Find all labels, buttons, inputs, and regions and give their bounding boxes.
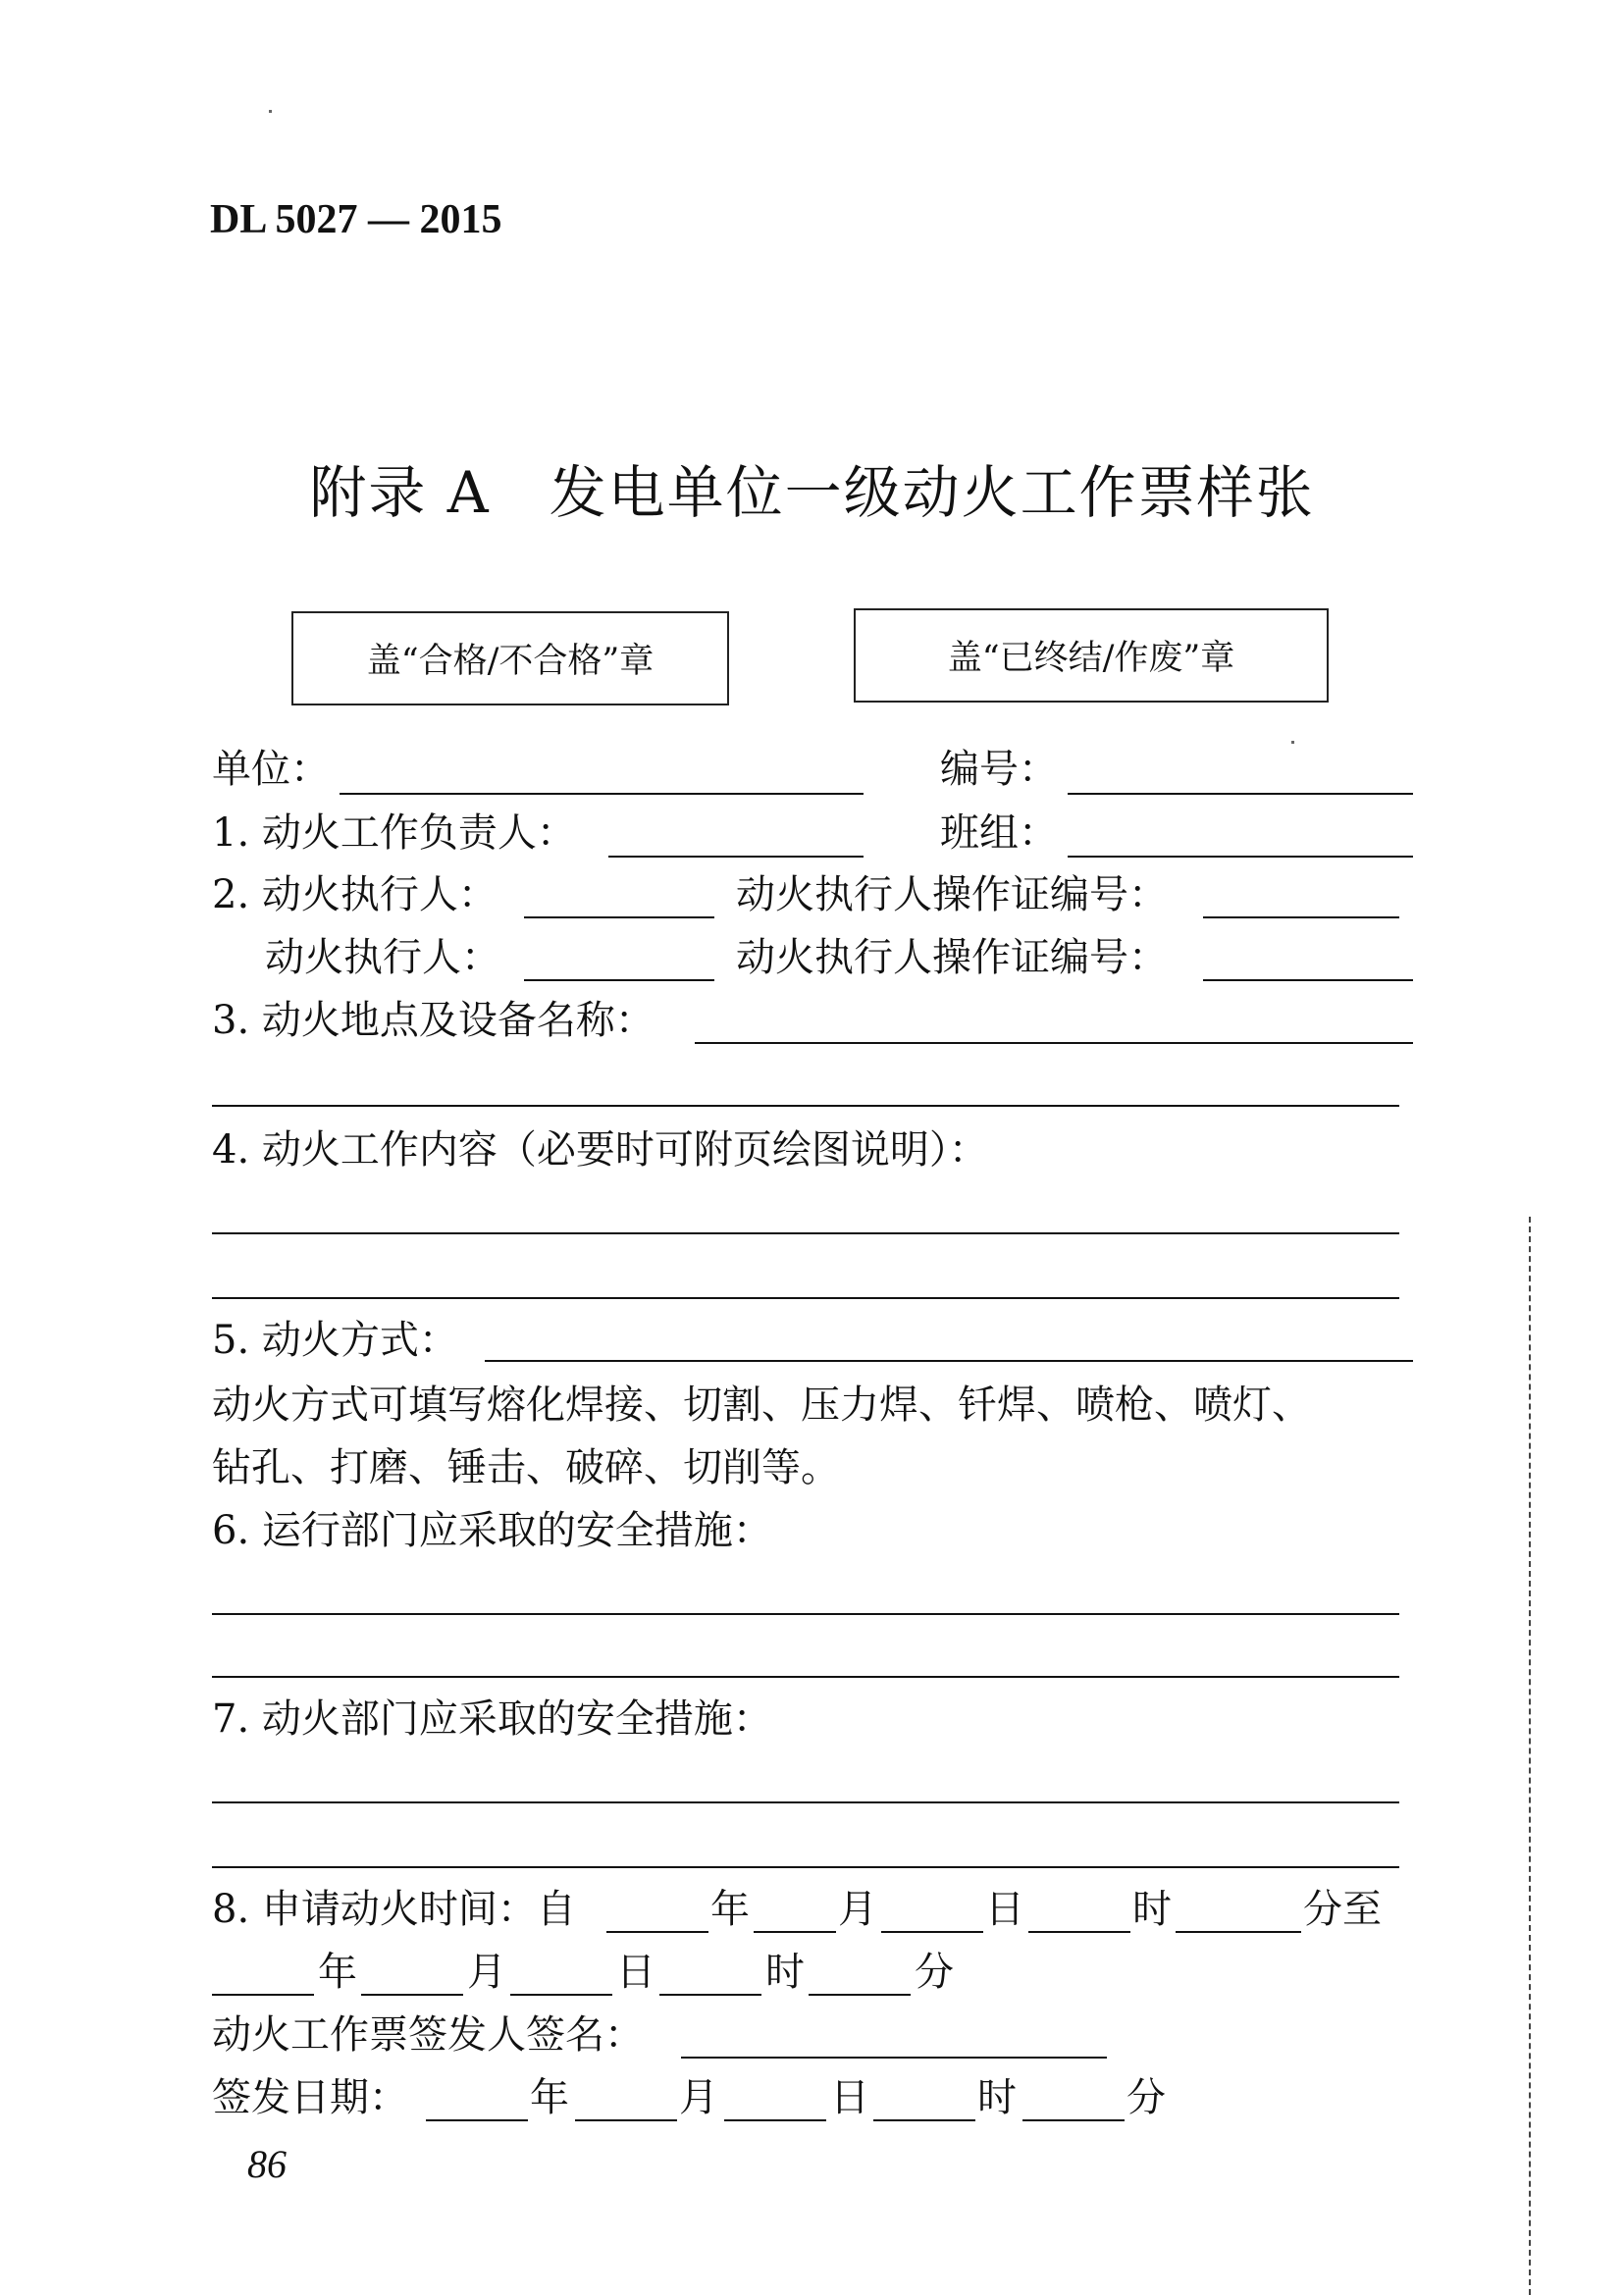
minute-to-unit: 分至 <box>1303 1887 1382 1932</box>
item1-label: 1. 动火工作负责人： <box>212 810 576 856</box>
item5-label: 5. 动火方式： <box>212 1318 458 1363</box>
end-year-field[interactable] <box>212 1994 314 1996</box>
sign-minute-field[interactable] <box>1022 2119 1125 2121</box>
stamp-label: 盖“合格/不合格”章 <box>366 642 655 681</box>
cert-a-label: 动火执行人操作证编号： <box>736 872 1168 917</box>
minute-unit: 分 <box>915 1950 954 1995</box>
month-unit: 月 <box>467 1950 506 1995</box>
signer-field[interactable] <box>681 2057 1107 2059</box>
hour-unit: 时 <box>977 2075 1017 2120</box>
method-note-line1: 动火方式可填写熔化焊接、切割、压力焊、钎焊、喷枪、喷灯、 <box>212 1382 1311 1428</box>
year-unit: 年 <box>710 1887 750 1932</box>
start-year-field[interactable] <box>606 1931 708 1933</box>
document-code: DL 5027 — 2015 <box>210 197 502 242</box>
signer-label: 动火工作票签发人签名： <box>212 2012 644 2058</box>
year-unit: 年 <box>318 1950 357 1995</box>
sign-year-field[interactable] <box>426 2119 528 2121</box>
day-unit: 日 <box>985 1887 1024 1932</box>
content-field-line1[interactable] <box>212 1232 1399 1234</box>
month-unit: 月 <box>838 1887 877 1932</box>
team-label: 班组： <box>940 810 1058 856</box>
sign-date-label: 签发日期： <box>212 2075 408 2120</box>
fire-measures-line1[interactable] <box>212 1801 1399 1803</box>
end-month-field[interactable] <box>361 1994 463 1996</box>
team-field[interactable] <box>1068 856 1413 858</box>
item2b-label: 动火执行人： <box>265 935 500 980</box>
page-number: 86 <box>247 2142 287 2186</box>
cert-b-field[interactable] <box>1203 979 1413 981</box>
number-field[interactable] <box>1068 793 1413 795</box>
sign-day-field[interactable] <box>724 2119 826 2121</box>
item4-label: 4. 动火工作内容（必要时可附页绘图说明）： <box>212 1127 988 1173</box>
work-leader-field[interactable] <box>608 856 864 858</box>
hour-unit: 时 <box>765 1950 805 1995</box>
month-unit: 月 <box>679 2075 718 2120</box>
start-day-field[interactable] <box>881 1931 983 1933</box>
start-hour-field[interactable] <box>1028 1931 1130 1933</box>
sign-hour-field[interactable] <box>873 2119 975 2121</box>
end-minute-field[interactable] <box>809 1994 911 1996</box>
location-field[interactable] <box>695 1042 1413 1044</box>
appendix-title: 附录 A 发电单位一级动火工作票样张 <box>309 459 1315 526</box>
method-field[interactable] <box>485 1360 1413 1362</box>
location-field-line2[interactable] <box>212 1105 1399 1107</box>
scan-speck <box>1291 741 1294 744</box>
minute-unit: 分 <box>1126 2075 1166 2120</box>
unit-field[interactable] <box>340 793 864 795</box>
number-label: 编号： <box>940 747 1058 792</box>
item7-label: 7. 动火部门应采取的安全措施： <box>212 1696 772 1742</box>
ops-measures-line1[interactable] <box>212 1613 1399 1615</box>
content-field-line2[interactable] <box>212 1297 1399 1299</box>
stamp-box-qualified <box>291 611 729 705</box>
fire-measures-line2[interactable] <box>212 1866 1399 1868</box>
year-unit: 年 <box>530 2075 569 2120</box>
stamp-box-terminated <box>854 608 1329 703</box>
start-minute-field[interactable] <box>1176 1931 1301 1933</box>
cert-b-label: 动火执行人操作证编号： <box>736 935 1168 980</box>
ops-measures-line2[interactable] <box>212 1676 1399 1678</box>
unit-label: 单位： <box>212 747 330 792</box>
stamp-label: 盖“已终结/作废”章 <box>947 639 1235 678</box>
executor-a-field[interactable] <box>524 916 714 918</box>
executor-b-field[interactable] <box>524 979 714 981</box>
item8-label: 8. 申请动火时间：自 <box>212 1887 576 1932</box>
item6-label: 6. 运行部门应采取的安全措施： <box>212 1508 772 1553</box>
hour-unit: 时 <box>1132 1887 1172 1932</box>
day-unit: 日 <box>616 1950 655 1995</box>
day-unit: 日 <box>830 2075 869 2120</box>
sign-month-field[interactable] <box>575 2119 677 2121</box>
cert-a-field[interactable] <box>1203 916 1399 918</box>
item2a-label: 2. 动火执行人： <box>212 872 498 917</box>
method-note-line2: 钻孔、打磨、锤击、破碎、切削等。 <box>212 1445 840 1490</box>
start-month-field[interactable] <box>754 1931 836 1933</box>
end-hour-field[interactable] <box>659 1994 761 1996</box>
scan-speck <box>269 110 272 113</box>
end-day-field[interactable] <box>510 1994 612 1996</box>
item3-label: 3. 动火地点及设备名称： <box>212 998 655 1043</box>
scan-edge-mark <box>1529 1217 1531 2295</box>
